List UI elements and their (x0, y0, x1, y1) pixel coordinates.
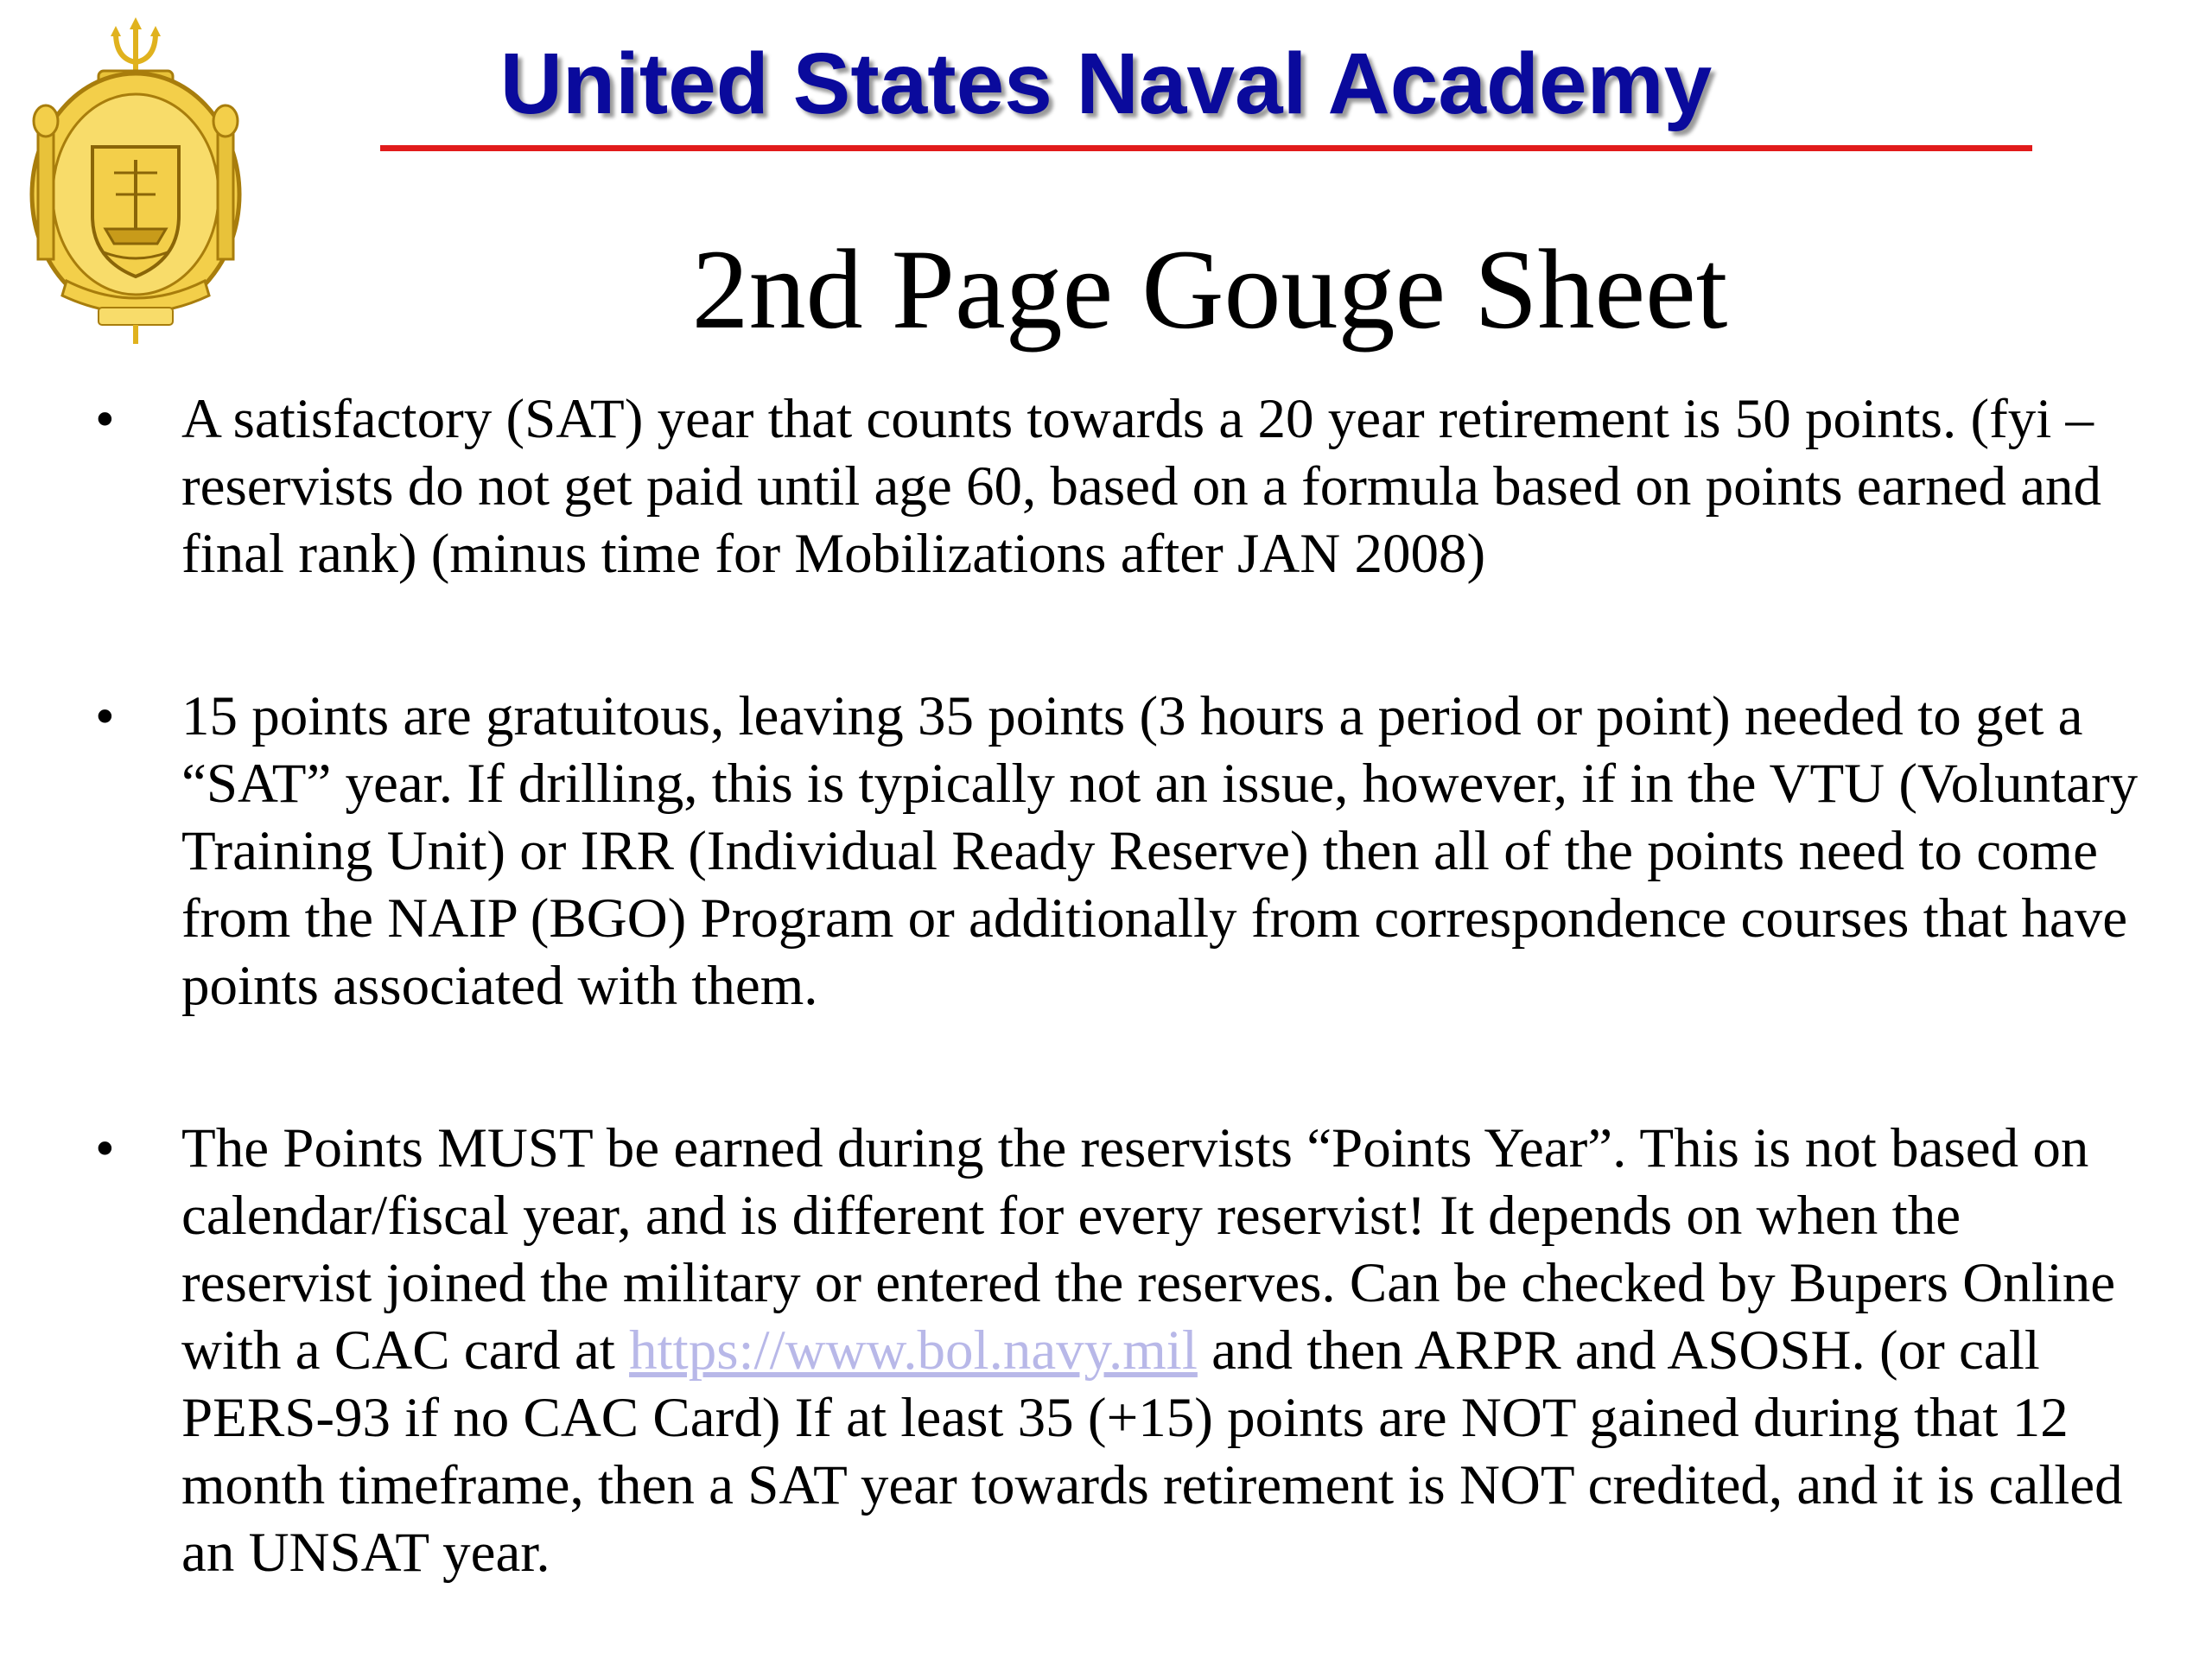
bullet-item-points-year (0, 1115, 2212, 1586)
bullet-text: 15 points are gratuitous, leaving 35 points (3 hours a period or point) needed to get a “SAT” year. If drilling, this is typically not an issue, however, if in the VTU (Voluntary Training Unit) or IRR (Individual Ready Reserve) then all of the points need to come from the NAIP (BGO) Program or additionally from correspondence courses that have points associated with them. (181, 685, 2139, 1017)
academy-title: United States Naval Academy (499, 35, 1713, 132)
title-divider (380, 145, 2032, 151)
bol-navy-link[interactable]: https://www.bol.navy.mil (629, 1319, 1198, 1382)
bullet-dot-icon: • (95, 1117, 115, 1179)
bullet-text-before-link: The Points MUST be earned during the reservists “Points Year”. This is not based on calendar/fiscal year, and is different for every reservist! It depends on when the reservist joined the military or entered the reserves. Can be checked by Bupers Online with a CAC card at (181, 1117, 2116, 1382)
bullet-item-gratuitous-points (0, 683, 2212, 1020)
bullet-text: A satisfactory (SAT) year that counts towards a 20 year retirement is 50 points. (fyi – reservists do not get paid until age 60, based on a formula based on points earned and final rank) (minus time for Mobilizations after JAN 2008) (181, 388, 2102, 585)
bullet-item-sat-year (0, 385, 2212, 588)
page-title: 2nd Page Gouge Sheet (691, 226, 1728, 353)
naval-academy-crest-icon (19, 17, 252, 346)
bullet-list (0, 385, 2212, 1586)
bullet-dot-icon: • (95, 388, 115, 450)
bullet-text-after-link: and then ARPR and ASOSH. (or call PERS-93 if no CAC Card) If at least 35 (+15) points are NOT gained during that 12 month timeframe, then a SAT year towards retirement is NOT credited, and it is called an UNSAT year. (181, 1319, 2123, 1584)
bullet-dot-icon: • (95, 685, 115, 747)
